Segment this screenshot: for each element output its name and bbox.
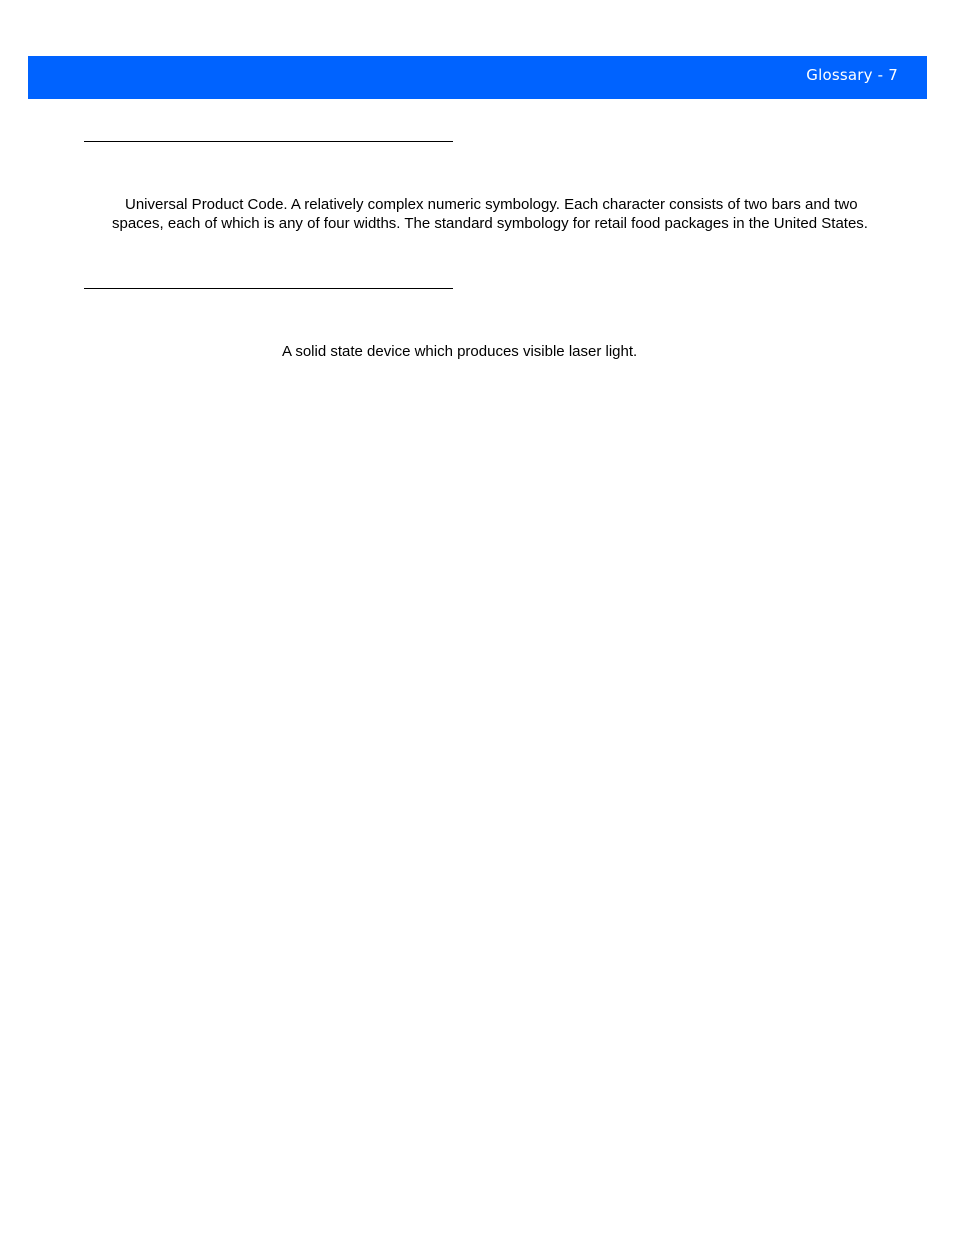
page-header-bar (28, 56, 927, 99)
glossary-definition-upc: Universal Product Code. A relatively complex numeric symbology. Each character consists of two bars and two spaces, each of which is any of four widths. The standard symbology for retail food packages in the United States. (112, 196, 868, 232)
glossary-definition-visible-laser-diode: A solid state device which produces visible laser light. (282, 343, 638, 360)
section-divider (84, 288, 453, 289)
section-divider (84, 141, 453, 142)
page-number-label: Glossary - 7 (806, 66, 898, 84)
